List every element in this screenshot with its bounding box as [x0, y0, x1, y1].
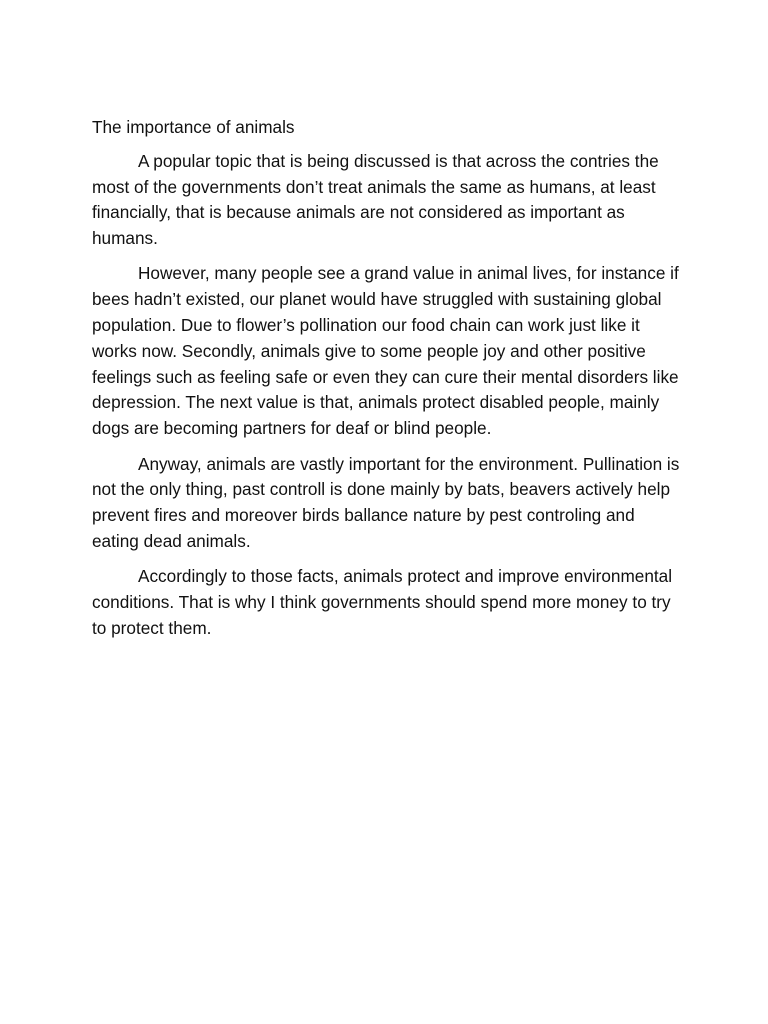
paragraph-3: Anyway, animals are vastly important for the environment. Pullination is not the only thing, past controll is done mainly by bats, beavers actively help prevent fires and moreover birds ballance nature by pest controling and eating dead animals. — [92, 453, 680, 551]
paragraph-1: A popular topic that is being discussed is that across the contries the most of the governments don’t treat animals the same as humans, at least financially, that is because animals are not considered as important as humans. — [92, 150, 659, 249]
paragraph-4: Accordingly to those facts, animals protect and improve environmental conditions. That is why I think governments should spend more money to try to protect them. — [92, 566, 673, 638]
paragraph-2: However, many people see a grand value in animal lives, for instance if bees hadn’t existed, our planet would have struggled with sustaining global population. Due to flower’s pollination our food chain can work just like it works now. Secondly, animals give to some people joy and other positive feelings such as feeling safe or even they can cure their mental disorders like depression. The next value is that, animals protect disabled people, mainly dogs are becoming partners for deaf or blind people. — [92, 263, 679, 439]
document-page — [92, 115, 682, 651]
document-title: The importance of animals — [92, 117, 295, 137]
